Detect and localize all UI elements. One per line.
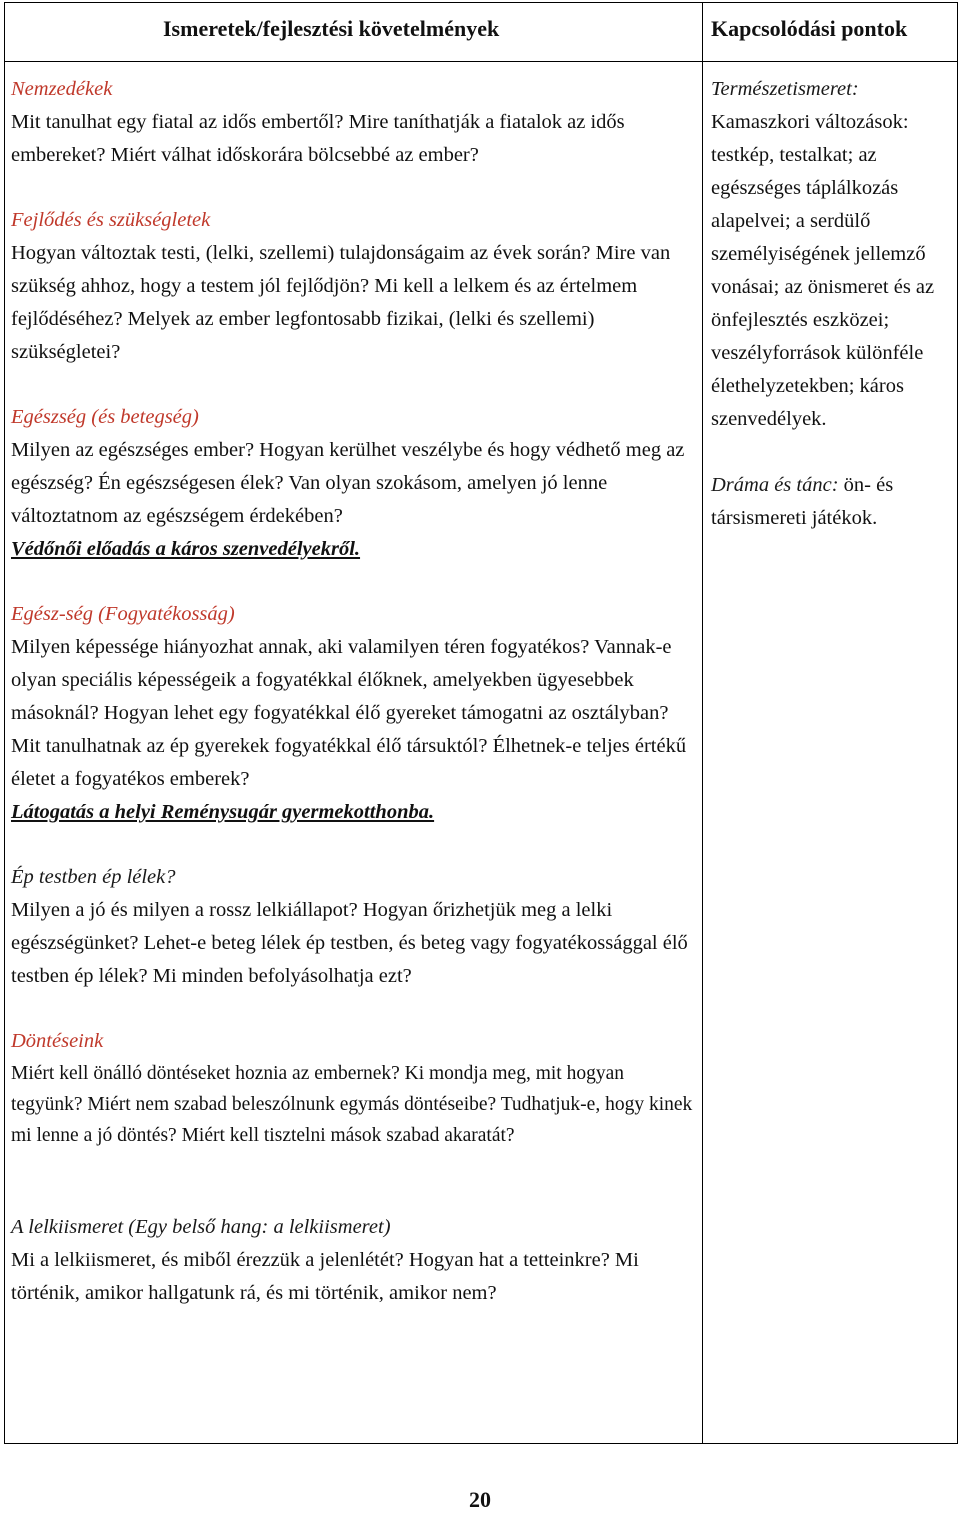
- section-title: Ép testben ép lélek?: [11, 866, 176, 888]
- section-title: Nemzedékek: [11, 78, 113, 100]
- connection-science: [711, 73, 955, 436]
- page-number: 20: [469, 1487, 491, 1512]
- section-text: Hogyan változtak testi, (lelki, szellemi) tulajdonságaim az évek során? Mire van szükség ahhoz, hogy a testem jól fejlődjön? Mi kell a lelkem és az értelmem fejlődéséhez? Melyek az ember legfontosabb fizikai, (lelki és szellemi) szükségletei?: [11, 242, 671, 363]
- section-title: Fejlődés és szükségletek: [11, 209, 211, 231]
- section-text: Milyen a jó és milyen a rossz lelkiállapot? Hogyan őrizhetjük meg a lelki egészségünket? Lehet-e beteg lélek ép testben, és beteg vagy fogyatékossággal élő testben ép lélek? Mi minden befolyásolhatja ezt?: [11, 899, 688, 987]
- header-requirements: Ismeretek/fejlesztési követelmények: [163, 16, 500, 41]
- section-development-needs: [11, 204, 699, 369]
- header-connections: Kapcsolódási pontok: [711, 16, 908, 41]
- section-disability: [11, 598, 699, 829]
- section-text: Miért kell önálló döntéseket hoznia az embernek? Ki mondja meg, mit hogyan tegyünk? Miért nem szabad beleszólnunk egymás döntéseibe? Tudhatjuk-e, hogy kinek mi lenne a jó döntés? Miért kell tisztelni mások szabad akaratát?: [11, 1063, 693, 1146]
- section-text: Mit tanulhat egy fiatal az idős embertől? Mire taníthatják a fiatalok az idős embereket? Miért válhat időskorára bölcsebbé az ember?: [11, 111, 625, 166]
- connections-column: [711, 73, 955, 535]
- section-conscience: [11, 1211, 699, 1310]
- section-title: Egész-ség (Fogyatékosság): [11, 603, 235, 625]
- section-text: Mi a lelkiismeret, és miből érezzük a jelenlétét? Hogyan hat a tetteinkre? Mi történik, amikor hallgatunk rá, és mi történik, amikor nem?: [11, 1249, 639, 1304]
- curriculum-table: [4, 2, 958, 1444]
- connection-line: [711, 469, 955, 535]
- connection-drama: [711, 469, 955, 535]
- section-title: Egészség (és betegség): [11, 406, 199, 428]
- section-title: Döntéseink: [11, 1030, 104, 1052]
- requirements-column: [11, 73, 699, 1310]
- connection-subject: Dráma és tánc:: [711, 474, 839, 496]
- section-text: Milyen az egészséges ember? Hogyan kerülhet veszélybe és hogy védhető meg az egészség? Én egészségesen élek? Van olyan szokásom, amelyen jó lenne változtatnom az egészségem érdekében?: [11, 439, 685, 527]
- connection-text: ön- és társismereti játékok.: [711, 474, 894, 529]
- section-health: [11, 401, 699, 566]
- header-divider: [5, 61, 957, 62]
- section-generations: [11, 73, 699, 172]
- section-text: Milyen képessége hiányozhat annak, aki valamilyen téren fogyatékos? Vannak-e olyan speciális képességeik a fogyatékkal élőknek, amelyekben ügyesebbek másoknál? Hogyan lehet egy fogyatékkal élő gyereket támogatni az osztályban? Mit tanulhatnak az ép gyerekek fogyatékkal élő társuktól? Élhetnek-e teljes értékű életet a fogyatékos emberek?: [11, 636, 687, 790]
- section-title: A lelkiismeret (Egy belső hang: a lelkiismeret): [11, 1216, 391, 1238]
- event-note: Védőnői előadás a káros szenvedélyekről.: [11, 538, 361, 560]
- event-note: Látogatás a helyi Reménysugár gyermekotthonba.: [11, 801, 435, 823]
- connection-text: Kamaszkori változások: testkép, testalkat; az egészséges táplálkozás alapelvei; a serdülő személyiségének jellemző vonásai; az önismeret és az önfejlesztés eszközei; veszélyforrások különféle élethelyzetekben; káros szenvedélyek.: [711, 111, 935, 430]
- section-healthy-soul: [11, 861, 699, 993]
- connection-subject: Természetismeret:: [711, 78, 859, 100]
- section-decisions: [11, 1025, 699, 1151]
- column-divider: [702, 3, 703, 1443]
